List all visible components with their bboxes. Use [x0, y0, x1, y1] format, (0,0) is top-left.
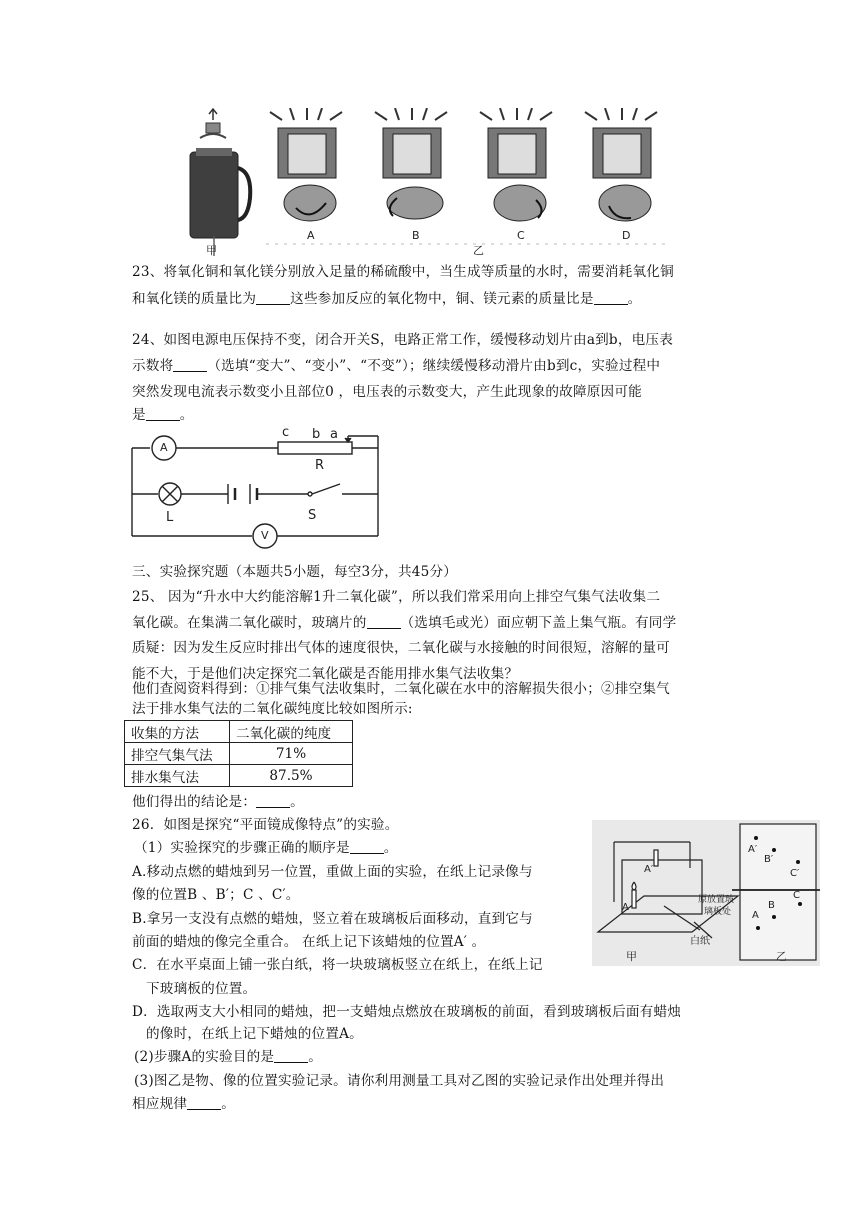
- q25-line2-a: 氧化碳。在集满二氧化碳时，玻璃片的: [132, 615, 367, 631]
- table-cell-purity: 87.5%: [230, 765, 353, 787]
- q23-blank-1[interactable]: [256, 290, 290, 305]
- q26-blank-3[interactable]: [187, 1095, 221, 1110]
- point-label-a-prime: A′: [748, 844, 758, 855]
- table-header-purity: 二氧化碳的纯度: [230, 721, 353, 743]
- q24-blank-1[interactable]: [173, 357, 207, 372]
- q26-sub2-b: 。: [308, 1049, 323, 1065]
- q23-line2-b: 这些参加反应的氧化物中，铜、镁元素的质量比是: [290, 291, 594, 307]
- q25-line6: 法于排水集气法的二氧化碳纯度比较如图所示:: [132, 701, 413, 717]
- q26-sub3-end: [132, 1094, 235, 1114]
- q25-line2: [132, 613, 676, 633]
- q26-sub3-b: 相应规律: [132, 1096, 188, 1112]
- table-cell-method: 排空气集气法: [125, 743, 230, 765]
- slider-label-c: c: [282, 425, 290, 440]
- q24-line2-a: 示数将: [132, 358, 174, 374]
- table-cell-purity: 71%: [230, 743, 353, 765]
- thermos-drawing: [190, 109, 250, 256]
- q26-stepB2: 前面的蜡烛的像完全重合。 在纸上记下该蜡烛的位置A′ 。: [132, 934, 486, 950]
- q26-sub3: (3)图乙是物、像的位置实验记录。请你利用测量工具对乙图的实验记录作出处理并得出: [134, 1073, 665, 1089]
- q26-sub1: [134, 838, 398, 858]
- engine-b: [375, 108, 447, 219]
- engine-label-b: B: [412, 229, 420, 242]
- q26-stepA2: 像的位置B 、B′；C 、C′。: [132, 887, 300, 903]
- engine-group-label: 乙: [473, 244, 484, 257]
- engine-d: [585, 108, 657, 221]
- q26-stepD2: 的像时，在纸上记下蜡烛的位置A。: [146, 1026, 363, 1042]
- q24-line4-b: 。: [179, 407, 194, 423]
- q25-conclusion: [132, 792, 304, 812]
- q25-conclusion-a: 他们得出的结论是：: [132, 794, 257, 810]
- q25-blank-2[interactable]: [256, 793, 290, 808]
- q23-blank-2[interactable]: [594, 290, 628, 305]
- mirror-fig-label-jia: 甲: [626, 950, 637, 963]
- engine-label-c: C: [517, 229, 525, 242]
- q24-line4-a: 是: [132, 407, 146, 423]
- mirror-fig-label-yi: 乙: [776, 950, 787, 963]
- q25-line1: 25、 因为“升水中大约能溶解1升二氧化碳”，所以我们常采用向上排空气集气法收集二: [132, 589, 661, 605]
- q25-blank-1[interactable]: [367, 614, 401, 629]
- q24-line4: [132, 405, 194, 425]
- q23-line2-a: 和氧化镁的质量比为: [132, 291, 257, 307]
- engine-figure-svg: [180, 108, 680, 258]
- q24-line2-b: （选填“变大”、“变小”、“不变”）；继续缓慢移动滑片由b到c，实验过程中: [207, 358, 661, 374]
- q26-sub2: [134, 1047, 322, 1067]
- q24-line1: 24、如图电源电压保持不变，闭合开关S，电路正常工作，缓慢移动划片由a到b，电压表: [132, 332, 673, 348]
- q25-line5: 他们查阅资料得到：①排气集气法收集时，二氧化碳在水中的溶解损失很小；②排空集气: [132, 681, 670, 697]
- lamp-label: L: [166, 510, 174, 525]
- q25-conclusion-b: 。: [290, 794, 304, 810]
- q26-sub3-c: 。: [221, 1096, 235, 1112]
- point-label-b: B: [768, 900, 775, 911]
- q25-line2-b: （选填毛或光）面应朝下盖上集气瓶。有同学: [400, 615, 677, 631]
- voltmeter-label: V: [261, 529, 269, 542]
- q26-sub2-a: (2)步骤A的实验目的是: [134, 1049, 275, 1065]
- q24-line3: 突然发现电流表示数变小且部位0 ，电压表的示数变大，产生此现象的故障原因可能: [132, 384, 642, 400]
- glass-position-label-2: 璃板处: [704, 907, 732, 917]
- table-header-row: [125, 721, 353, 743]
- white-paper-label: 白纸: [690, 936, 710, 947]
- q26-sub1-a: （1）实验探究的步骤正确的顺序是: [134, 840, 350, 856]
- ammeter-label: A: [160, 441, 168, 454]
- q26-blank-2[interactable]: [274, 1048, 308, 1063]
- engine-c: [480, 108, 552, 221]
- point-label-c-prime: C′: [790, 868, 800, 879]
- slider-label-b: b: [312, 427, 321, 442]
- point-label-a: A: [752, 910, 759, 921]
- engine-a: [270, 108, 342, 221]
- point-label-c: C: [793, 890, 800, 901]
- q26-stepD1: D．选取两支大小相同的蜡烛，把一支蜡烛点燃放在玻璃板的前面，看到玻璃板后面有蜡烛: [132, 1004, 682, 1020]
- q26-stepC1: C．在水平桌面上铺一张白纸，将一块玻璃板竖立在纸上，在纸上记: [132, 957, 543, 973]
- point-label-b-prime: B′: [764, 854, 774, 865]
- resistor-label: R: [315, 458, 325, 473]
- q26-blank-1[interactable]: [350, 839, 384, 854]
- section3-title: 三、实验探究题（本题共5小题，每空3分，共45分）: [132, 564, 458, 580]
- engine-label-d: D: [622, 229, 631, 242]
- engine-figure: [180, 108, 680, 258]
- thermos-label: 甲: [206, 244, 217, 257]
- circuit-figure: [128, 425, 398, 558]
- q25-line3: 质疑：因为发生反应时排出气体的速度很快，二氧化碳与水接触的时间很短，溶解的量可: [132, 640, 670, 656]
- q26-sub1-b: 。: [383, 840, 398, 856]
- table-row: [125, 743, 353, 765]
- purity-table: [124, 720, 353, 787]
- image-candle-label: A′: [644, 864, 654, 875]
- engine-label-a: A: [307, 229, 315, 242]
- switch-label: S: [308, 508, 317, 523]
- q25-line4: 能不大，于是他们决定探究二氧化碳是否能用排水集气法收集？: [132, 666, 519, 682]
- mirror-figure: [592, 820, 820, 966]
- table-header-method: 收集的方法: [125, 721, 230, 743]
- q24-line2: [132, 356, 660, 376]
- q26-stepC2: 下玻璃板的位置。: [146, 981, 257, 997]
- glass-position-label-1: 原放置玻: [698, 895, 735, 905]
- table-row: [125, 765, 353, 787]
- q23-line1: 23、将氧化铜和氧化镁分别放入足量的稀硫酸中，当生成等质量的水时，需要消耗氧化铜: [132, 264, 674, 280]
- q26-line1: 26．如图是探究“平面镜成像特点”的实验。: [132, 817, 399, 833]
- q26-stepA1: A.移动点燃的蜡烛到另一位置，重做上面的实验，在纸上记录像与: [132, 864, 533, 880]
- table-cell-method: 排水集气法: [125, 765, 230, 787]
- candle-label: A: [622, 902, 629, 913]
- slider-label-a: a: [330, 427, 338, 442]
- q26-stepB1: B.拿另一支没有点燃的蜡烛，竖立着在玻璃板后面移动，直到它与: [132, 911, 533, 927]
- q23-line2-c: 。: [627, 291, 642, 307]
- q24-blank-2[interactable]: [146, 406, 180, 421]
- q23-line2: [132, 289, 641, 309]
